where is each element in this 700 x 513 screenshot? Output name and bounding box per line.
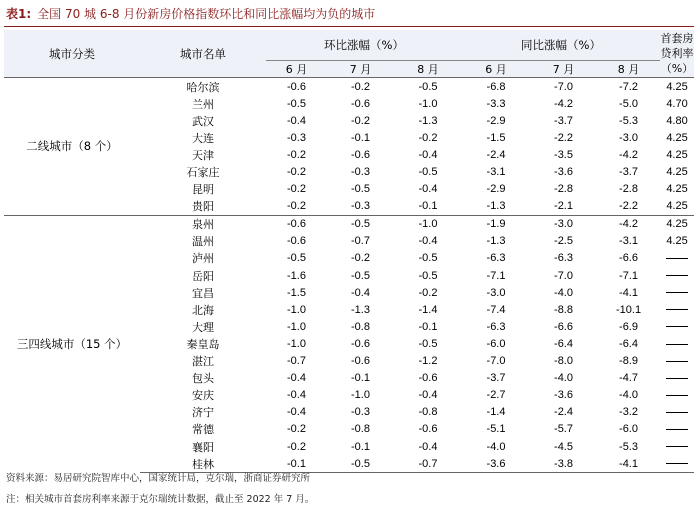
yoy-value: -3.0 xyxy=(486,286,506,299)
yoy-value: -2.8 xyxy=(554,183,573,196)
header-yoy-8: 8 月 xyxy=(597,61,660,78)
mortgage-rate xyxy=(660,387,694,404)
yoy-value: -3.6 xyxy=(554,389,573,402)
yoy-value: -5.7 xyxy=(554,423,573,436)
city-name: 武汉 xyxy=(192,114,214,128)
city-name: 桂林 xyxy=(140,455,266,473)
mom-value: -0.6 xyxy=(351,97,370,110)
yoy-value: -4.0 xyxy=(619,389,638,402)
yoy-value: -5.1 xyxy=(486,423,506,436)
city-name: 天津 xyxy=(192,148,214,162)
mortgage-rate xyxy=(660,335,694,352)
mom-value: -0.2 xyxy=(351,114,370,127)
yoy-value: -1.9 xyxy=(462,215,530,233)
yoy-value: -4.5 xyxy=(554,440,573,453)
mom-value: -0.3 xyxy=(287,131,306,144)
mom-value: -0.5 xyxy=(394,78,462,96)
yoy-value: -8.9 xyxy=(619,355,638,368)
mom-value: -0.4 xyxy=(418,183,438,196)
city-name: 宜昌 xyxy=(192,286,214,300)
yoy-value: -2.8 xyxy=(619,183,638,196)
mom-value: -1.4 xyxy=(418,303,438,316)
city-name: 大理 xyxy=(192,320,214,334)
mom-value: -0.2 xyxy=(287,200,306,213)
mortgage-rate xyxy=(660,370,694,387)
city-name: 泸州 xyxy=(192,252,214,266)
mom-value: -0.6 xyxy=(418,372,438,385)
yoy-value: -1.3 xyxy=(486,235,506,248)
mom-value: -0.6 xyxy=(418,423,438,436)
yoy-value: -3.2 xyxy=(619,406,638,419)
mortgage-rate xyxy=(660,438,694,455)
mom-value: -1.0 xyxy=(351,389,370,402)
header-rate: 首套房贷利率（%） xyxy=(660,30,694,78)
mom-value: -0.4 xyxy=(287,406,306,419)
yoy-value: -7.0 xyxy=(530,78,597,96)
table-row xyxy=(4,78,694,96)
mom-value: -0.7 xyxy=(351,235,370,248)
header-mom-6: 6 月 xyxy=(266,61,327,78)
city-category: 二线城市（8 个） xyxy=(4,78,140,216)
yoy-value: -3.6 xyxy=(462,455,530,473)
mortgage-rate: 4.25 xyxy=(666,148,688,161)
mortgage-rate: 4.25 xyxy=(666,166,688,179)
city-name: 包头 xyxy=(192,372,214,386)
yoy-value: -1.3 xyxy=(486,200,506,213)
mom-value: -1.0 xyxy=(287,337,306,350)
city-name: 石家庄 xyxy=(186,166,220,180)
mom-value: -0.5 xyxy=(327,215,394,233)
yoy-value: -2.4 xyxy=(554,406,573,419)
city-name: 湛江 xyxy=(192,355,214,369)
source-note: 资料来源：易居研究院智库中心，国家统计局，克尔瑞，浙商证券研究所 xyxy=(6,473,311,484)
mom-value: -0.3 xyxy=(351,406,370,419)
yoy-value: -2.4 xyxy=(486,148,506,161)
dash-placeholder xyxy=(666,463,688,464)
city-name: 昆明 xyxy=(192,183,214,197)
yoy-value: -4.0 xyxy=(554,286,573,299)
yoy-value: -5.3 xyxy=(619,440,638,453)
mortgage-rate xyxy=(660,284,694,301)
mom-value: -0.4 xyxy=(287,372,306,385)
yoy-value: -3.3 xyxy=(486,97,506,110)
yoy-value: -3.7 xyxy=(554,114,573,127)
city-name: 岳阳 xyxy=(192,269,214,283)
mortgage-rate xyxy=(660,318,694,335)
mom-value: -0.5 xyxy=(327,455,394,473)
dash-placeholder xyxy=(666,395,688,396)
mom-value: -0.4 xyxy=(287,114,306,127)
yoy-value: -8.0 xyxy=(554,355,573,368)
table-body xyxy=(4,78,694,473)
yoy-value: -2.2 xyxy=(619,200,638,213)
yoy-value: -2.2 xyxy=(554,131,573,144)
mom-value: -0.2 xyxy=(418,286,438,299)
mom-value: -1.0 xyxy=(287,320,306,333)
mortgage-rate xyxy=(660,250,694,267)
mom-value: -0.5 xyxy=(418,252,438,265)
table-label: 表1: xyxy=(6,7,32,21)
mom-value: -0.1 xyxy=(418,320,438,333)
yoy-value: -3.7 xyxy=(619,166,638,179)
mom-value: -0.5 xyxy=(287,252,306,265)
yoy-value: -3.7 xyxy=(486,372,506,385)
yoy-value: -4.0 xyxy=(486,440,506,453)
dash-placeholder xyxy=(666,344,688,345)
mom-value: -0.2 xyxy=(287,440,306,453)
mom-value: -0.8 xyxy=(351,423,370,436)
mom-value: -0.8 xyxy=(351,320,370,333)
mom-value: -0.5 xyxy=(351,183,370,196)
mortgage-rate: 4.25 xyxy=(666,200,688,213)
header-yoy: 同比涨幅（%） xyxy=(462,30,660,61)
mom-value: -0.5 xyxy=(287,97,306,110)
yoy-value: -4.0 xyxy=(554,372,573,385)
yoy-value: -6.3 xyxy=(486,252,506,265)
yoy-value: -6.0 xyxy=(619,423,638,436)
yoy-value: -3.6 xyxy=(554,166,573,179)
city-name: 贵阳 xyxy=(192,200,214,214)
mom-value: -0.4 xyxy=(418,235,438,248)
mom-value: -1.0 xyxy=(394,215,462,233)
yoy-value: -2.5 xyxy=(554,235,573,248)
mom-value: -0.2 xyxy=(287,166,306,179)
city-name: 哈尔滨 xyxy=(140,78,266,96)
city-name: 秦皇岛 xyxy=(186,337,220,351)
house-price-table xyxy=(4,30,694,473)
yoy-value: -4.1 xyxy=(619,286,638,299)
yoy-value: -6.3 xyxy=(554,252,573,265)
dash-placeholder xyxy=(666,309,688,310)
yoy-value: -6.8 xyxy=(462,78,530,96)
mom-value: -0.5 xyxy=(418,337,438,350)
mom-value: -0.1 xyxy=(351,131,370,144)
yoy-value: -7.0 xyxy=(486,355,506,368)
yoy-value: -6.4 xyxy=(554,337,573,350)
table-title xyxy=(6,4,694,24)
yoy-value: -1.4 xyxy=(486,406,506,419)
dash-placeholder xyxy=(666,275,688,276)
mortgage-rate: 4.25 xyxy=(666,131,688,144)
mom-value: -0.6 xyxy=(266,215,327,233)
mom-value: -0.1 xyxy=(418,200,438,213)
mom-value: -0.1 xyxy=(351,372,370,385)
yoy-value: -2.7 xyxy=(486,389,506,402)
yoy-value: -3.1 xyxy=(486,166,506,179)
mom-value: -0.4 xyxy=(418,389,438,402)
header-mom-8: 8 月 xyxy=(394,61,462,78)
yoy-value: -3.0 xyxy=(530,215,597,233)
dash-placeholder xyxy=(666,361,688,362)
yoy-value: -4.7 xyxy=(619,372,638,385)
yoy-value: -6.9 xyxy=(619,320,638,333)
mortgage-rate xyxy=(660,421,694,438)
table-title-text: 全国 70 城 6-8 月份新房价格指数环比和同比涨幅均为负的城市 xyxy=(37,7,376,21)
mom-value: -0.2 xyxy=(287,423,306,436)
mortgage-rate: 4.70 xyxy=(666,97,688,110)
mom-value: -0.5 xyxy=(351,269,370,282)
dash-placeholder xyxy=(666,292,688,293)
yoy-value: -3.8 xyxy=(530,455,597,473)
mom-value: -0.6 xyxy=(351,148,370,161)
city-category: 三四线城市（15 个） xyxy=(4,215,140,472)
header-yoy-7: 7 月 xyxy=(530,61,597,78)
mom-value: -0.2 xyxy=(351,252,370,265)
mom-value: -0.2 xyxy=(418,131,438,144)
mom-value: -1.3 xyxy=(351,303,370,316)
title-rule xyxy=(4,26,694,27)
dash-placeholder xyxy=(666,429,688,430)
city-name: 襄阳 xyxy=(192,440,214,454)
mom-value: -0.4 xyxy=(287,389,306,402)
yoy-value: -2.1 xyxy=(554,200,573,213)
mortgage-rate xyxy=(660,353,694,370)
yoy-value: -4.2 xyxy=(554,97,573,110)
mom-value: -0.1 xyxy=(266,455,327,473)
mom-value: -0.6 xyxy=(351,355,370,368)
mortgage-rate xyxy=(660,267,694,284)
mom-value: -1.3 xyxy=(418,114,438,127)
yoy-value: -7.1 xyxy=(486,269,506,282)
header-yoy-6: 6 月 xyxy=(462,61,530,78)
mom-value: -0.1 xyxy=(351,440,370,453)
yoy-value: -4.2 xyxy=(619,148,638,161)
header-category: 城市分类 xyxy=(4,30,140,78)
mom-value: -0.7 xyxy=(287,355,306,368)
mom-value: -0.5 xyxy=(418,269,438,282)
yoy-value: -6.4 xyxy=(619,337,638,350)
yoy-value: -6.6 xyxy=(619,252,638,265)
yoy-value: -4.2 xyxy=(597,215,660,233)
city-name: 北海 xyxy=(192,303,214,317)
mom-value: -0.6 xyxy=(266,78,327,96)
yoy-value: -1.5 xyxy=(486,131,506,144)
city-name: 济宁 xyxy=(192,406,214,420)
mom-value: -0.4 xyxy=(351,286,370,299)
yoy-value: -7.1 xyxy=(619,269,638,282)
dash-placeholder xyxy=(666,258,688,259)
mom-value: -1.0 xyxy=(287,303,306,316)
city-name: 温州 xyxy=(192,235,214,249)
yoy-value: -4.1 xyxy=(597,455,660,473)
mortgage-rate: 4.25 xyxy=(660,215,694,233)
yoy-value: -7.4 xyxy=(486,303,506,316)
mom-value: -0.4 xyxy=(418,148,438,161)
dash-placeholder xyxy=(666,378,688,379)
yoy-value: -3.1 xyxy=(619,235,638,248)
yoy-value: -2.9 xyxy=(486,114,506,127)
mom-value: -0.2 xyxy=(327,78,394,96)
yoy-value: -7.0 xyxy=(554,269,573,282)
yoy-value: -5.0 xyxy=(619,97,638,110)
mortgage-rate: 4.25 xyxy=(660,78,694,96)
yoy-value: -8.8 xyxy=(554,303,573,316)
mom-value: -1.2 xyxy=(418,355,438,368)
city-name: 安庆 xyxy=(192,389,214,403)
mom-value: -1.5 xyxy=(287,286,306,299)
dash-placeholder xyxy=(666,326,688,327)
mom-value: -0.3 xyxy=(351,200,370,213)
mom-value: -1.0 xyxy=(418,97,438,110)
city-name: 兰州 xyxy=(192,97,214,111)
mom-value: -1.6 xyxy=(287,269,306,282)
mom-value: -0.5 xyxy=(418,166,438,179)
mom-value: -0.2 xyxy=(287,183,306,196)
mom-value: -0.6 xyxy=(351,337,370,350)
mortgage-rate: 4.25 xyxy=(666,235,688,248)
yoy-value: -6.6 xyxy=(554,320,573,333)
yoy-value: -5.3 xyxy=(619,114,638,127)
mom-value: -0.8 xyxy=(418,406,438,419)
mortgage-rate xyxy=(660,455,694,473)
header-mom-7: 7 月 xyxy=(327,61,394,78)
mortgage-rate: 4.25 xyxy=(666,183,688,196)
mortgage-rate xyxy=(660,404,694,421)
mortgage-rate: 4.80 xyxy=(666,114,688,127)
yoy-value: -3.5 xyxy=(554,148,573,161)
yoy-value: -6.3 xyxy=(486,320,506,333)
mom-value: -0.4 xyxy=(418,440,438,453)
dash-placeholder xyxy=(666,412,688,413)
mom-value: -0.6 xyxy=(287,235,306,248)
header-city: 城市名单 xyxy=(140,30,266,78)
city-name: 泉州 xyxy=(140,215,266,233)
mom-value: -0.2 xyxy=(287,148,306,161)
yoy-value: -6.0 xyxy=(486,337,506,350)
dash-placeholder xyxy=(666,446,688,447)
yoy-value: -10.1 xyxy=(615,303,642,316)
yoy-value: -3.0 xyxy=(619,131,638,144)
city-name: 大连 xyxy=(192,131,214,145)
city-name: 常德 xyxy=(192,423,214,437)
table-row xyxy=(4,215,694,233)
mortgage-rate xyxy=(660,301,694,318)
yoy-value: -7.2 xyxy=(597,78,660,96)
mom-value: -0.7 xyxy=(394,455,462,473)
header-mom: 环比涨幅（%） xyxy=(266,30,462,61)
yoy-value: -2.9 xyxy=(486,183,506,196)
mom-value: -0.3 xyxy=(351,166,370,179)
footnote: 注：相关城市首套房利率来源于克尔瑞统计数据，截止至 2022 年 7 月。 xyxy=(6,494,315,505)
